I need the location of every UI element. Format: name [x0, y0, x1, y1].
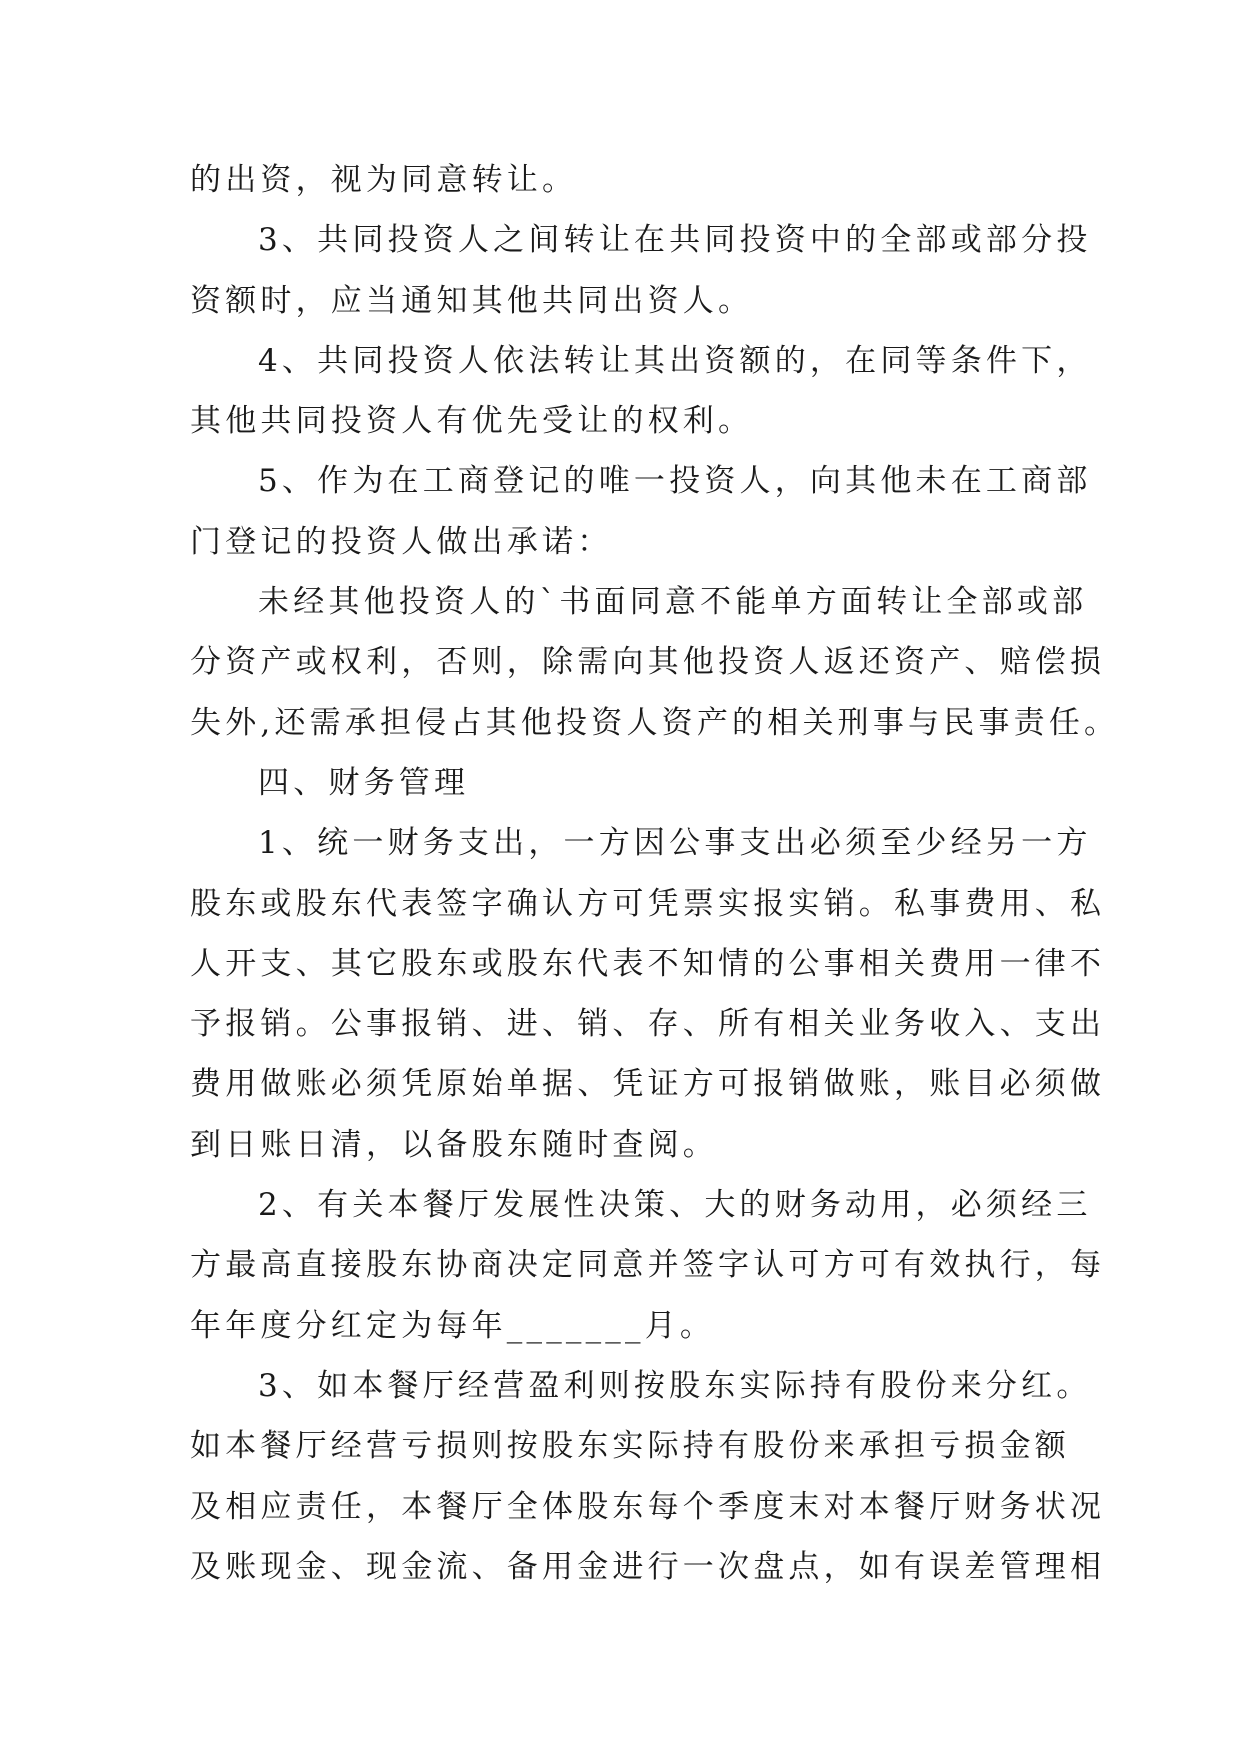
text-line: 股东或股东代表签字确认方可凭票实报实销。私事费用、私	[190, 885, 1106, 922]
text-line: 如本餐厅经营亏损则按股东实际持有股份来承担亏损金额	[190, 1428, 1070, 1465]
text-line: 方最高直接股东协商决定同意并签字认可方可有效执行，每	[190, 1247, 1106, 1284]
text-line: 的出资，视为同意转让。	[190, 162, 578, 198]
text-line: 到日账日清，以备股东随时查阅。	[190, 1126, 718, 1163]
text-line: 门登记的投资人做出承诺：	[190, 523, 613, 560]
text-line: 年年度分红定为每年_______月。	[190, 1307, 716, 1344]
text-line: 3、共同投资人之间转让在共同投资中的全部或部分投	[258, 222, 1092, 259]
text-line: 3、如本餐厅经营盈利则按股东实际持有股份来分红。	[258, 1367, 1092, 1404]
text-line: 4、共同投资人依法转让其出资额的，在同等条件下，	[258, 342, 1092, 379]
text-line: 未经其他投资人的`书面同意不能单方面转让全部或部	[258, 584, 1088, 621]
text-line: 分资产或权利，否则，除需向其他投资人返还资产、赔偿损	[190, 644, 1106, 681]
text-line: 其他共同投资人有优先受让的权利。	[190, 403, 754, 440]
text-line: 资额时，应当通知其他共同出资人。	[190, 282, 754, 319]
text-line: 费用做账必须凭原始单据、凭证方可报销做账，账目必须做	[190, 1066, 1106, 1103]
text-line: 四、财务管理	[258, 764, 470, 801]
text-line: 及账现金、现金流、备用金进行一次盘点，如有误差管理相	[190, 1548, 1106, 1585]
text-line: 人开支、其它股东或股东代表不知情的公事相关费用一律不	[190, 945, 1106, 982]
text-line: 2、有关本餐厅发展性决策、大的财务动用，必须经三	[258, 1187, 1092, 1224]
text-line: 失外,还需承担侵占其他投资人资产的相关刑事与民事责任。	[190, 704, 1120, 741]
text-line: 予报销。公事报销、进、销、存、所有相关业务收入、支出	[190, 1006, 1106, 1043]
text-line: 5、作为在工商登记的唯一投资人，向其他未在工商部	[258, 463, 1092, 500]
text-line: 1、统一财务支出，一方因公事支出必须至少经另一方	[258, 825, 1092, 862]
text-line: 及相应责任，本餐厅全体股东每个季度末对本餐厅财务状况	[190, 1488, 1106, 1525]
document-body	[190, 150, 1120, 1597]
